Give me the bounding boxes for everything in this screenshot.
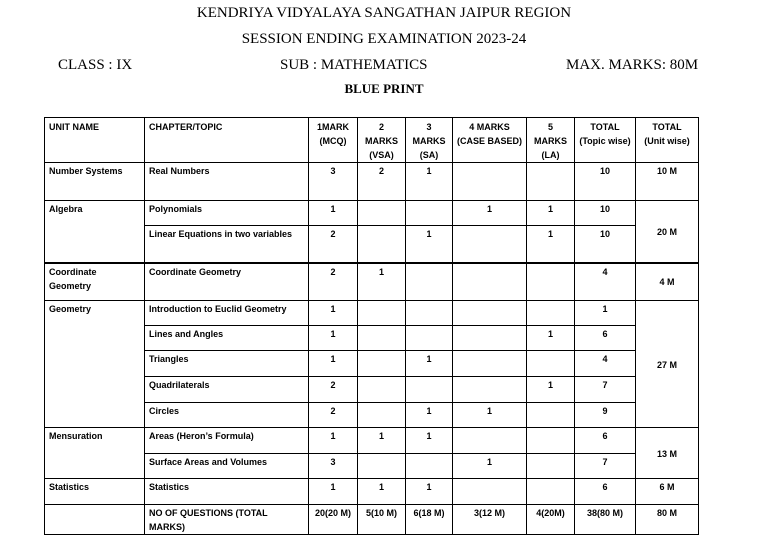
mark5-cell bbox=[527, 301, 575, 326]
unit-cell: Statistics bbox=[45, 479, 145, 505]
max-marks-label: MAX. MARKS: 80M bbox=[566, 57, 699, 73]
chapter-cell: Introduction to Euclid Geometry bbox=[145, 301, 309, 326]
topic-total-cell: 6 bbox=[575, 428, 636, 454]
mark4-cell bbox=[453, 263, 527, 301]
mark4-cell bbox=[453, 163, 527, 201]
chapter-cell: Surface Areas and Volumes bbox=[145, 454, 309, 479]
mark4-cell bbox=[453, 326, 527, 351]
unit-total-cell: 27 M bbox=[636, 301, 699, 428]
unit-cell: Geometry bbox=[45, 301, 145, 428]
mark5-cell bbox=[527, 263, 575, 301]
mark1-cell: 3 bbox=[309, 163, 358, 201]
school-region-title: KENDRIYA VIDYALAYA SANGATHAN JAIPUR REGION bbox=[196, 5, 572, 21]
table-row bbox=[45, 201, 699, 226]
mark2-cell: 1 bbox=[358, 428, 406, 454]
col-header-3marks: 3 MARKS (SA) bbox=[406, 118, 453, 163]
topic-total-cell: 10 bbox=[575, 226, 636, 263]
chapter-cell: Lines and Angles bbox=[145, 326, 309, 351]
blueprint-title: BLUE PRINT bbox=[344, 81, 424, 96]
blueprint-table bbox=[44, 117, 699, 535]
exam-title: SESSION ENDING EXAMINATION 2023-24 bbox=[241, 31, 527, 47]
unit-cell: Number Systems bbox=[45, 163, 145, 201]
mark2-cell bbox=[358, 454, 406, 479]
mark1-cell: 2 bbox=[309, 403, 358, 428]
mark4-cell bbox=[453, 351, 527, 377]
col-header-1mark: 1MARK (MCQ) bbox=[309, 118, 358, 163]
mark2-cell bbox=[358, 377, 406, 403]
mark3-cell: 1 bbox=[406, 163, 453, 201]
mark3-cell: 6(18 M) bbox=[406, 505, 453, 535]
mark4-cell bbox=[453, 301, 527, 326]
mark4-cell bbox=[453, 479, 527, 505]
mark2-cell: 1 bbox=[358, 263, 406, 301]
unit-cell: Mensuration bbox=[45, 428, 145, 479]
topic-total-cell: 7 bbox=[575, 377, 636, 403]
chapter-cell: Polynomials bbox=[145, 201, 309, 226]
mark5-cell: 1 bbox=[527, 226, 575, 263]
unit-total-cell: 13 M bbox=[636, 428, 699, 479]
mark4-cell bbox=[453, 377, 527, 403]
topic-total-cell: 10 bbox=[575, 163, 636, 201]
unit-total-cell: 80 M bbox=[636, 505, 699, 535]
chapter-cell: Statistics bbox=[145, 479, 309, 505]
mark3-cell bbox=[406, 326, 453, 351]
mark5-cell bbox=[527, 403, 575, 428]
mark2-cell bbox=[358, 201, 406, 226]
table-row bbox=[45, 428, 699, 454]
mark2-cell bbox=[358, 403, 406, 428]
mark1-cell: 2 bbox=[309, 377, 358, 403]
mark5-cell bbox=[527, 479, 575, 505]
mark2-cell bbox=[358, 301, 406, 326]
mark3-cell bbox=[406, 201, 453, 226]
mark5-cell bbox=[527, 163, 575, 201]
mark5-cell bbox=[527, 428, 575, 454]
mark1-cell: 1 bbox=[309, 326, 358, 351]
unit-total-cell: 10 M bbox=[636, 163, 699, 201]
mark3-cell: 1 bbox=[406, 428, 453, 454]
mark2-cell: 2 bbox=[358, 163, 406, 201]
table-row bbox=[45, 301, 699, 326]
mark1-cell: 3 bbox=[309, 454, 358, 479]
mark4-cell bbox=[453, 428, 527, 454]
mark5-cell: 1 bbox=[527, 326, 575, 351]
unit-total-cell: 4 M bbox=[636, 263, 699, 301]
topic-total-cell: 6 bbox=[575, 479, 636, 505]
chapter-cell: Triangles bbox=[145, 351, 309, 377]
unit-total-cell: 6 M bbox=[636, 479, 699, 505]
topic-total-cell: 4 bbox=[575, 351, 636, 377]
col-header-4marks: 4 MARKS (CASE BASED) bbox=[453, 118, 527, 163]
mark3-cell bbox=[406, 454, 453, 479]
col-header-5marks: 5 MARKS (LA) bbox=[527, 118, 575, 163]
exam-info-row bbox=[0, 57, 768, 77]
mark4-cell: 1 bbox=[453, 403, 527, 428]
col-header-unit: UNIT NAME bbox=[45, 118, 145, 163]
unit-cell: Algebra bbox=[45, 201, 145, 263]
totals-row bbox=[45, 505, 699, 535]
mark2-cell bbox=[358, 226, 406, 263]
mark2-cell bbox=[358, 326, 406, 351]
table-row bbox=[45, 163, 699, 201]
mark1-cell: 2 bbox=[309, 226, 358, 263]
col-header-2marks: 2 MARKS (VSA) bbox=[358, 118, 406, 163]
topic-total-cell: 38(80 M) bbox=[575, 505, 636, 535]
unit-total-cell: 20 M bbox=[636, 201, 699, 263]
mark4-cell: 1 bbox=[453, 454, 527, 479]
mark4-cell: 1 bbox=[453, 201, 527, 226]
mark1-cell: 1 bbox=[309, 479, 358, 505]
topic-total-cell: 10 bbox=[575, 201, 636, 226]
mark4-cell bbox=[453, 226, 527, 263]
chapter-cell: Quadrilaterals bbox=[145, 377, 309, 403]
unit-cell bbox=[45, 505, 145, 535]
subject-label: SUB : MATHEMATICS bbox=[280, 57, 428, 73]
chapter-cell: Areas (Heron’s Formula) bbox=[145, 428, 309, 454]
table-row bbox=[45, 479, 699, 505]
class-label: CLASS : IX bbox=[58, 57, 133, 73]
mark5-cell: 1 bbox=[527, 377, 575, 403]
mark3-cell bbox=[406, 377, 453, 403]
topic-total-cell: 6 bbox=[575, 326, 636, 351]
mark1-cell: 1 bbox=[309, 351, 358, 377]
mark5-cell: 4(20M) bbox=[527, 505, 575, 535]
mark1-cell: 1 bbox=[309, 301, 358, 326]
mark3-cell: 1 bbox=[406, 403, 453, 428]
mark3-cell: 1 bbox=[406, 479, 453, 505]
chapter-cell: Circles bbox=[145, 403, 309, 428]
mark5-cell bbox=[527, 351, 575, 377]
mark1-cell: 20(20 M) bbox=[309, 505, 358, 535]
topic-total-cell: 1 bbox=[575, 301, 636, 326]
mark5-cell: 1 bbox=[527, 201, 575, 226]
unit-cell: Coordinate Geometry bbox=[45, 263, 145, 301]
table-row bbox=[45, 263, 699, 301]
mark1-cell: 2 bbox=[309, 263, 358, 301]
mark2-cell: 5(10 M) bbox=[358, 505, 406, 535]
chapter-cell: NO OF QUESTIONS (TOTAL MARKS) bbox=[145, 505, 309, 535]
col-header-topic-total: TOTAL (Topic wise) bbox=[575, 118, 636, 163]
topic-total-cell: 4 bbox=[575, 263, 636, 301]
mark3-cell bbox=[406, 263, 453, 301]
col-header-chapter: CHAPTER/TOPIC bbox=[145, 118, 309, 163]
chapter-cell: Linear Equations in two variables bbox=[145, 226, 309, 263]
header-row bbox=[45, 118, 699, 163]
mark3-cell: 1 bbox=[406, 351, 453, 377]
chapter-cell: Real Numbers bbox=[145, 163, 309, 201]
mark4-cell: 3(12 M) bbox=[453, 505, 527, 535]
mark3-cell: 1 bbox=[406, 226, 453, 263]
mark2-cell bbox=[358, 351, 406, 377]
mark1-cell: 1 bbox=[309, 201, 358, 226]
mark2-cell: 1 bbox=[358, 479, 406, 505]
col-header-unit-total: TOTAL (Unit wise) bbox=[636, 118, 699, 163]
mark5-cell bbox=[527, 454, 575, 479]
chapter-cell: Coordinate Geometry bbox=[145, 263, 309, 301]
topic-total-cell: 7 bbox=[575, 454, 636, 479]
mark3-cell bbox=[406, 301, 453, 326]
topic-total-cell: 9 bbox=[575, 403, 636, 428]
mark1-cell: 1 bbox=[309, 428, 358, 454]
